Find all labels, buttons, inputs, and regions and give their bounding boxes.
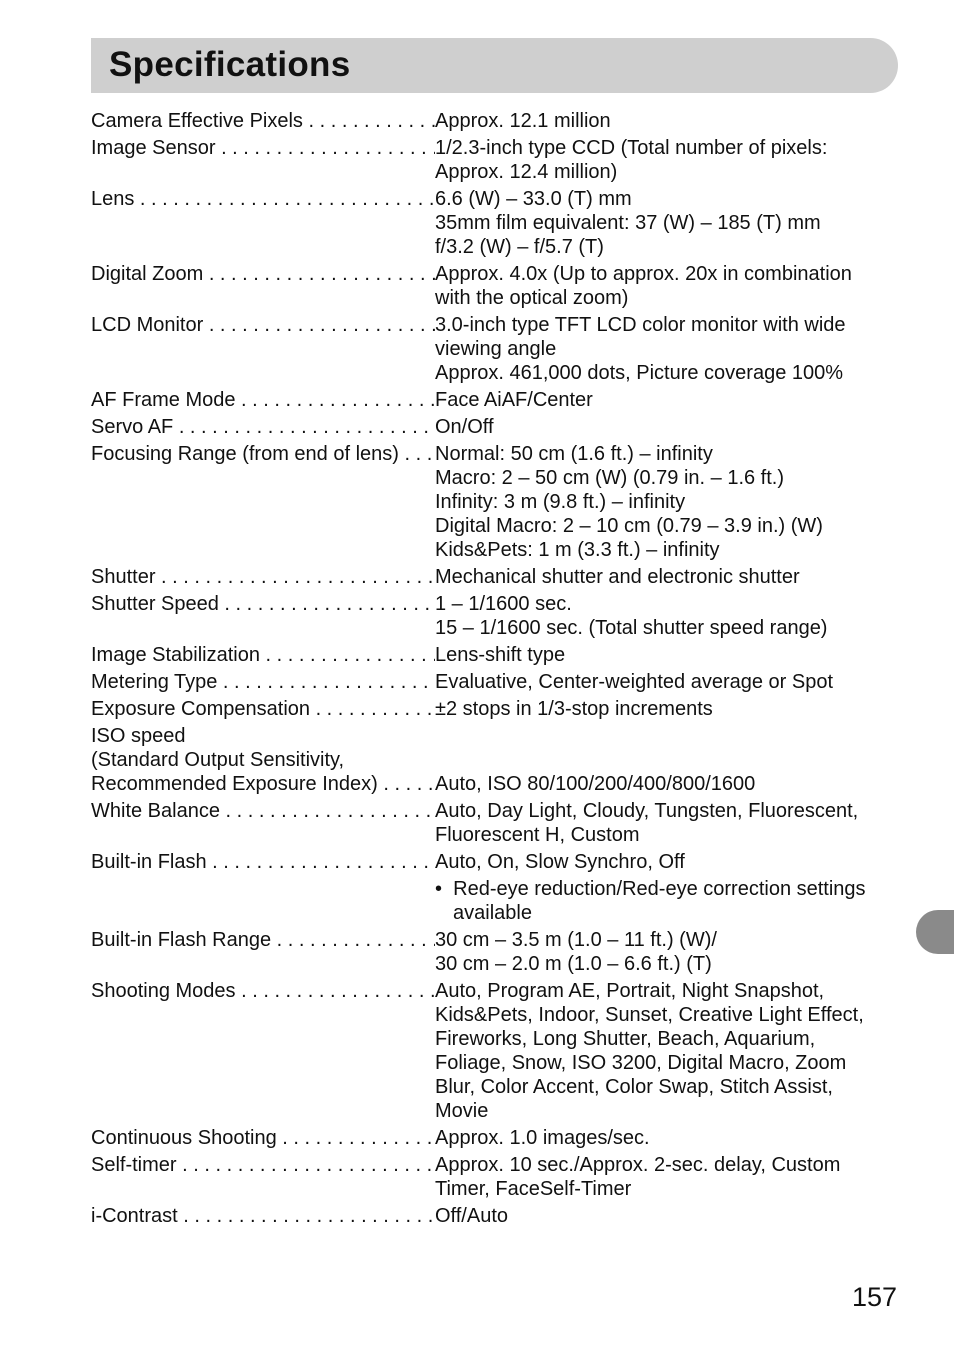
spec-value [435, 136, 891, 184]
spec-label-line: Shutter . . . [91, 565, 435, 589]
spec-label [91, 136, 435, 184]
spec-note: • Red-eye reduction/Red-eye correction settings [435, 878, 866, 900]
spec-label-line: i-Contrast . . . [91, 1204, 435, 1228]
spec-label-line: (Standard Output Sensitivity, [91, 749, 345, 771]
spec-row [91, 442, 891, 562]
spec-value-line: Mechanical shutter and electronic shutter [435, 566, 800, 588]
spec-row [91, 850, 891, 925]
spec-value [435, 442, 891, 562]
spec-value-line: 3.0-inch type TFT LCD color monitor with wide [435, 314, 846, 336]
spec-label-line: Built-in Flash . . . [91, 850, 435, 874]
spec-label-line: Metering Type . . . [91, 670, 435, 694]
spec-value [435, 415, 891, 439]
spec-row [91, 313, 891, 385]
spec-value-line: 30 cm – 2.0 m (1.0 – 6.6 ft.) (T) [435, 953, 712, 975]
spec-label-line: AF Frame Mode . . . [91, 388, 435, 412]
spec-row [91, 979, 891, 1123]
spec-value-line: Auto, Day Light, Cloudy, Tungsten, Fluorescent, [435, 800, 859, 822]
spec-label [91, 109, 435, 133]
spec-label-line: Lens . . . [91, 187, 435, 211]
spec-label [91, 388, 435, 412]
spec-value-line: Kids&Pets, Indoor, Sunset, Creative Light Effect, [435, 1004, 864, 1026]
spec-label [91, 415, 435, 439]
spec-label-line: Continuous Shooting . . . [91, 1126, 435, 1150]
spec-value-line: 35mm film equivalent: 37 (W) – 185 (T) mm [435, 212, 821, 234]
spec-value-line: Approx. 4.0x (Up to approx. 20x in combination [435, 263, 852, 285]
spec-value [435, 979, 891, 1123]
spec-value [435, 565, 891, 589]
spec-value-line: Auto, On, Slow Synchro, Off [435, 851, 685, 873]
spec-row [91, 565, 891, 589]
spec-label [91, 442, 435, 562]
page-title: Specifications [109, 45, 351, 84]
spec-row [91, 1153, 891, 1201]
spec-value [435, 850, 891, 925]
spec-row [91, 1126, 891, 1150]
spec-label-line: Camera Effective Pixels . . . [91, 109, 435, 133]
spec-value [435, 592, 891, 640]
spec-value [435, 1204, 891, 1228]
spec-row [91, 799, 891, 847]
spec-label [91, 262, 435, 310]
spec-label-line: LCD Monitor . . . [91, 313, 435, 337]
spec-row [91, 415, 891, 439]
spec-value-line: Blur, Color Accent, Color Swap, Stitch Assist, [435, 1076, 833, 1098]
spec-label [91, 979, 435, 1123]
spec-value-line: Approx. 10 sec./Approx. 2-sec. delay, Custom [435, 1154, 841, 1176]
spec-value-line: f/3.2 (W) – f/5.7 (T) [435, 236, 604, 258]
spec-note-line: Red-eye reduction/Red-eye correction settings [453, 878, 866, 900]
spec-value [435, 262, 891, 310]
spec-row [91, 724, 891, 796]
spec-label-line: White Balance . . . [91, 799, 435, 823]
spec-value-line: Auto, Program AE, Portrait, Night Snapshot, [435, 980, 825, 1002]
spec-value [435, 670, 891, 694]
page-number: 157 [852, 1282, 898, 1312]
spec-label-line: Servo AF . . . [91, 415, 435, 439]
spec-value-line: Off/Auto [435, 1205, 509, 1227]
spec-value-line: Evaluative, Center-weighted average or Spot [435, 671, 834, 693]
spec-value-line: On/Off [435, 416, 494, 438]
spec-label [91, 1153, 435, 1201]
spec-value-line: 6.6 (W) – 33.0 (T) mm [435, 188, 632, 210]
spec-value-line: 1/2.3-inch type CCD (Total number of pixels: [435, 137, 828, 159]
spec-value-line: Macro: 2 – 50 cm (W) (0.79 in. – 1.6 ft.) [435, 467, 785, 489]
spec-label [91, 850, 435, 925]
spec-label-line: Image Sensor . . . [91, 136, 435, 160]
spec-label [91, 592, 435, 640]
spec-value-line: 15 – 1/1600 sec. (Total shutter speed range) [435, 617, 828, 639]
spec-value-line: Timer, FaceSelf-Timer [435, 1178, 632, 1200]
spec-label [91, 799, 435, 847]
spec-label-line: Exposure Compensation . . . [91, 697, 435, 721]
spec-value-line: 30 cm – 3.5 m (1.0 – 11 ft.) (W)/ [435, 929, 717, 951]
spec-note-line: available [453, 902, 532, 924]
spec-label-line: Focusing Range (from end of lens) . . . [91, 442, 435, 466]
spec-value [435, 643, 891, 667]
spec-row [91, 670, 891, 694]
spec-label-line: Self-timer . . . [91, 1153, 435, 1177]
spec-value-line: Face AiAF/Center [435, 389, 593, 411]
spec-value [435, 928, 891, 976]
spec-label-line: Shutter Speed . . . [91, 592, 435, 616]
spec-label [91, 724, 435, 796]
spec-row [91, 928, 891, 976]
spec-label [91, 1204, 435, 1228]
spec-value [435, 1153, 891, 1201]
spec-value-line: Approx. 461,000 dots, Picture coverage 100% [435, 362, 844, 384]
spec-label [91, 697, 435, 721]
spec-value-line: Foliage, Snow, ISO 3200, Digital Macro, Zoom [435, 1052, 847, 1074]
spec-label [91, 928, 435, 976]
spec-label-line: Built-in Flash Range . . . [91, 928, 435, 952]
spec-row [91, 136, 891, 184]
spec-value-line: Approx. 12.1 million [435, 110, 611, 132]
spec-value [435, 388, 891, 412]
spec-row [91, 1204, 891, 1228]
spec-value-line: Fireworks, Long Shutter, Beach, Aquarium, [435, 1028, 816, 1050]
spec-value-line: Infinity: 3 m (9.8 ft.) – infinity [435, 491, 686, 513]
spec-label-line: Digital Zoom . . . [91, 262, 435, 286]
spec-value-line: ±2 stops in 1/3-stop increments [435, 698, 713, 720]
spec-row [91, 187, 891, 259]
spec-value [435, 799, 891, 847]
spec-value-line: Digital Macro: 2 – 10 cm (0.79 – 3.9 in.) (W) [435, 515, 823, 537]
spec-value-line: Lens-shift type [435, 644, 566, 666]
title-bar [91, 38, 898, 93]
spec-label [91, 643, 435, 667]
spec-label [91, 313, 435, 385]
section-tab [916, 910, 954, 954]
spec-row [91, 262, 891, 310]
spec-label-line: Recommended Exposure Index) . . . [91, 772, 435, 796]
spec-row [91, 697, 891, 721]
spec-list [91, 109, 891, 1231]
spec-row [91, 643, 891, 667]
spec-value-line: Approx. 12.4 million) [435, 161, 618, 183]
spec-value-line: 1 – 1/1600 sec. [435, 593, 572, 615]
spec-value-line: Approx. 1.0 images/sec. [435, 1127, 650, 1149]
spec-label [91, 1126, 435, 1150]
spec-value-line: Kids&Pets: 1 m (3.3 ft.) – infinity [435, 539, 720, 561]
spec-value-line: Normal: 50 cm (1.6 ft.) – infinity [435, 443, 713, 465]
spec-value [435, 724, 891, 796]
spec-value-line: Fluorescent H, Custom [435, 824, 640, 846]
spec-label-line: ISO speed [91, 725, 186, 747]
spec-value [435, 313, 891, 385]
spec-row [91, 388, 891, 412]
spec-value [435, 697, 891, 721]
spec-label [91, 670, 435, 694]
spec-row [91, 592, 891, 640]
spec-value [435, 109, 891, 133]
spec-label-line: Image Stabilization . . . [91, 643, 435, 667]
spec-value-line: Movie [435, 1100, 489, 1122]
spec-value-line: with the optical zoom) [435, 287, 629, 309]
spec-value-line: viewing angle [435, 338, 557, 360]
spec-label-line: Shooting Modes . . . [91, 979, 435, 1003]
spec-label [91, 187, 435, 259]
spec-value-line: Auto, ISO 80/100/200/400/800/1600 [435, 773, 756, 795]
spec-label [91, 565, 435, 589]
spec-value [435, 1126, 891, 1150]
spec-row [91, 109, 891, 133]
spec-value [435, 187, 891, 259]
